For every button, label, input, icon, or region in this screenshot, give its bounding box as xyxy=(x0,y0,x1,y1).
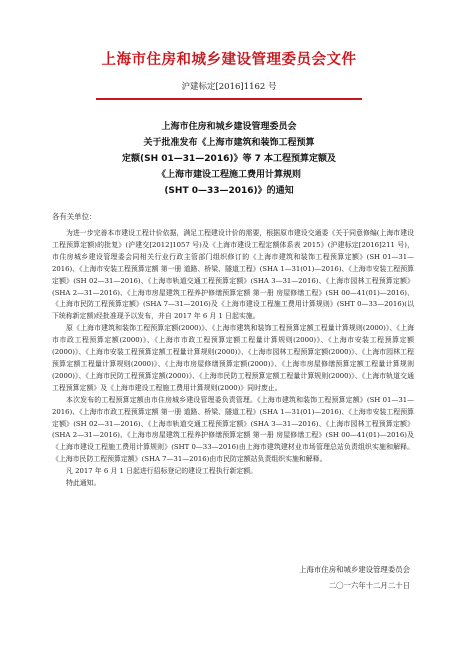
notice-title-line: 定额(SH 01—31—2016)》等 7 本工程预算定额及 xyxy=(121,154,336,164)
notice-title-line: 上海市住房和城乡建设管理委员会 xyxy=(161,122,297,132)
document-body xyxy=(52,228,414,490)
salutation: 各有关单位： xyxy=(52,212,97,221)
document-header-title: 上海市住房和城乡建设管理委员会文件 xyxy=(101,52,357,68)
notice-title xyxy=(60,119,398,199)
notice-title-line: 《上海市建设工程施工费用计算规则 xyxy=(156,170,301,180)
notice-title-line: (SHT 0—33—2016)》的通知 xyxy=(164,186,294,196)
signature-organization: 上海市住房和城乡建设管理委员会 xyxy=(299,565,410,574)
body-paragraph: 本次发布的工程预算定额由市住房城乡建设管理委负责管理。《上海市建筑和装饰工程预算定额》(SH 01—31—2016)、《上海市市政工程预算定额 第一册 道路、桥梁、隧道工程》(SHA 1—31(01)—2016)、《上海市安装工程预算定额》(SH 02—31—2016)、《上海市轨道交通工程预算定额》(SHA 3—31—2016)、《上海市园林工程预算定额》(SHA 2—31—2016)、《上海市房屋建筑工程养护修缮预算定额 第一册 房屋修缮工程》(SH 00—41(01)—2016)及《上海市建设工程施工费用计算规则》(SHT 0—33—2016)由上海市建筑建材业市场管理总站负责组织实施和解释。《上海市民防工程预算定额》(SHA 7—31—2016)由市民防定额站负责组织实施和解释。 xyxy=(52,395,414,464)
notice-title-line: 关于批准发布《上海市建筑和装饰工程预算 xyxy=(143,138,315,148)
signature-date: 二〇一六年十二月二十日 xyxy=(328,581,410,590)
document-number: 沪建标定[2016]1162 号 xyxy=(181,82,277,92)
header-divider xyxy=(96,98,362,100)
body-paragraph: 原《上海市建筑和装饰工程预算定额(2000)》、《上海市建筑和装饰工程预算定额工程量计算规则(2000)》、《上海市市政工程预算定额(2000)》、《上海市市政工程预算定额工程量计算规则(2000)》、《上海市安装工程预算定额(2000)》、《上海市安装工程预算定额工程量计算规则(2000)》、《上海市园林工程预算定额(2000)》、《上海市园林工程预算定额工程量计算规则(2000)》、《上海市房屋修缮预算定额(2000)》、《上海市房屋修缮预算定额工程量计算规则(2000)》、《上海市民防工程预算定额(2000)》、《上海市民防工程预算定额工程量计算规则(2000)》、《上海市轨道交通工程预算定额》及《上海市建设工程施工费用计算规则(2000)》同时废止。 xyxy=(52,324,414,392)
body-paragraph: 为进一步完善本市建设工程计价依据，满足工程建设计价的需要，根据原市建设交通委《关于同意修编(上海市建设工程预算定额)的批复》(沪建交[2012]1057 号)及《上海市建设工程定额体系表 2015》(沪建标定[2016]211 号)，市住房城乡建设管理委会同相关行业行政主管部门组织修订的《上海市建筑和装饰工程预算定额》(SH 01—31—2016)、《上海市安装工程预算定额 第一册 道路、桥梁、隧道工程》(SHA 1—31(01)—2016)、《上海市安装工程预算定额》(SH 02—31—2016)、《上海市轨道交通工程预算定额》(SHA 3—31—2016)、《上海市园林工程预算定额》(SHA 2—31—2016)、《上海市房屋建筑工程养护修缮预算定额 第一册 房屋修缮工程》(SH 00—41(01)—2016)、《上海市民防工程预算定额》(SHA 7—31—2016)及《上海市建设工程施工费用计算规则》(SHT 0—33—2016)(以下统称新定额)经批准现予以发布，并自 2017 年 6 月 1 日起实施。 xyxy=(52,229,414,321)
body-paragraph: 凡 2017 年 6 月 1 日起进行招标登记的建设工程执行新定额。 xyxy=(66,467,258,476)
body-paragraph: 特此通知。 xyxy=(66,479,101,488)
